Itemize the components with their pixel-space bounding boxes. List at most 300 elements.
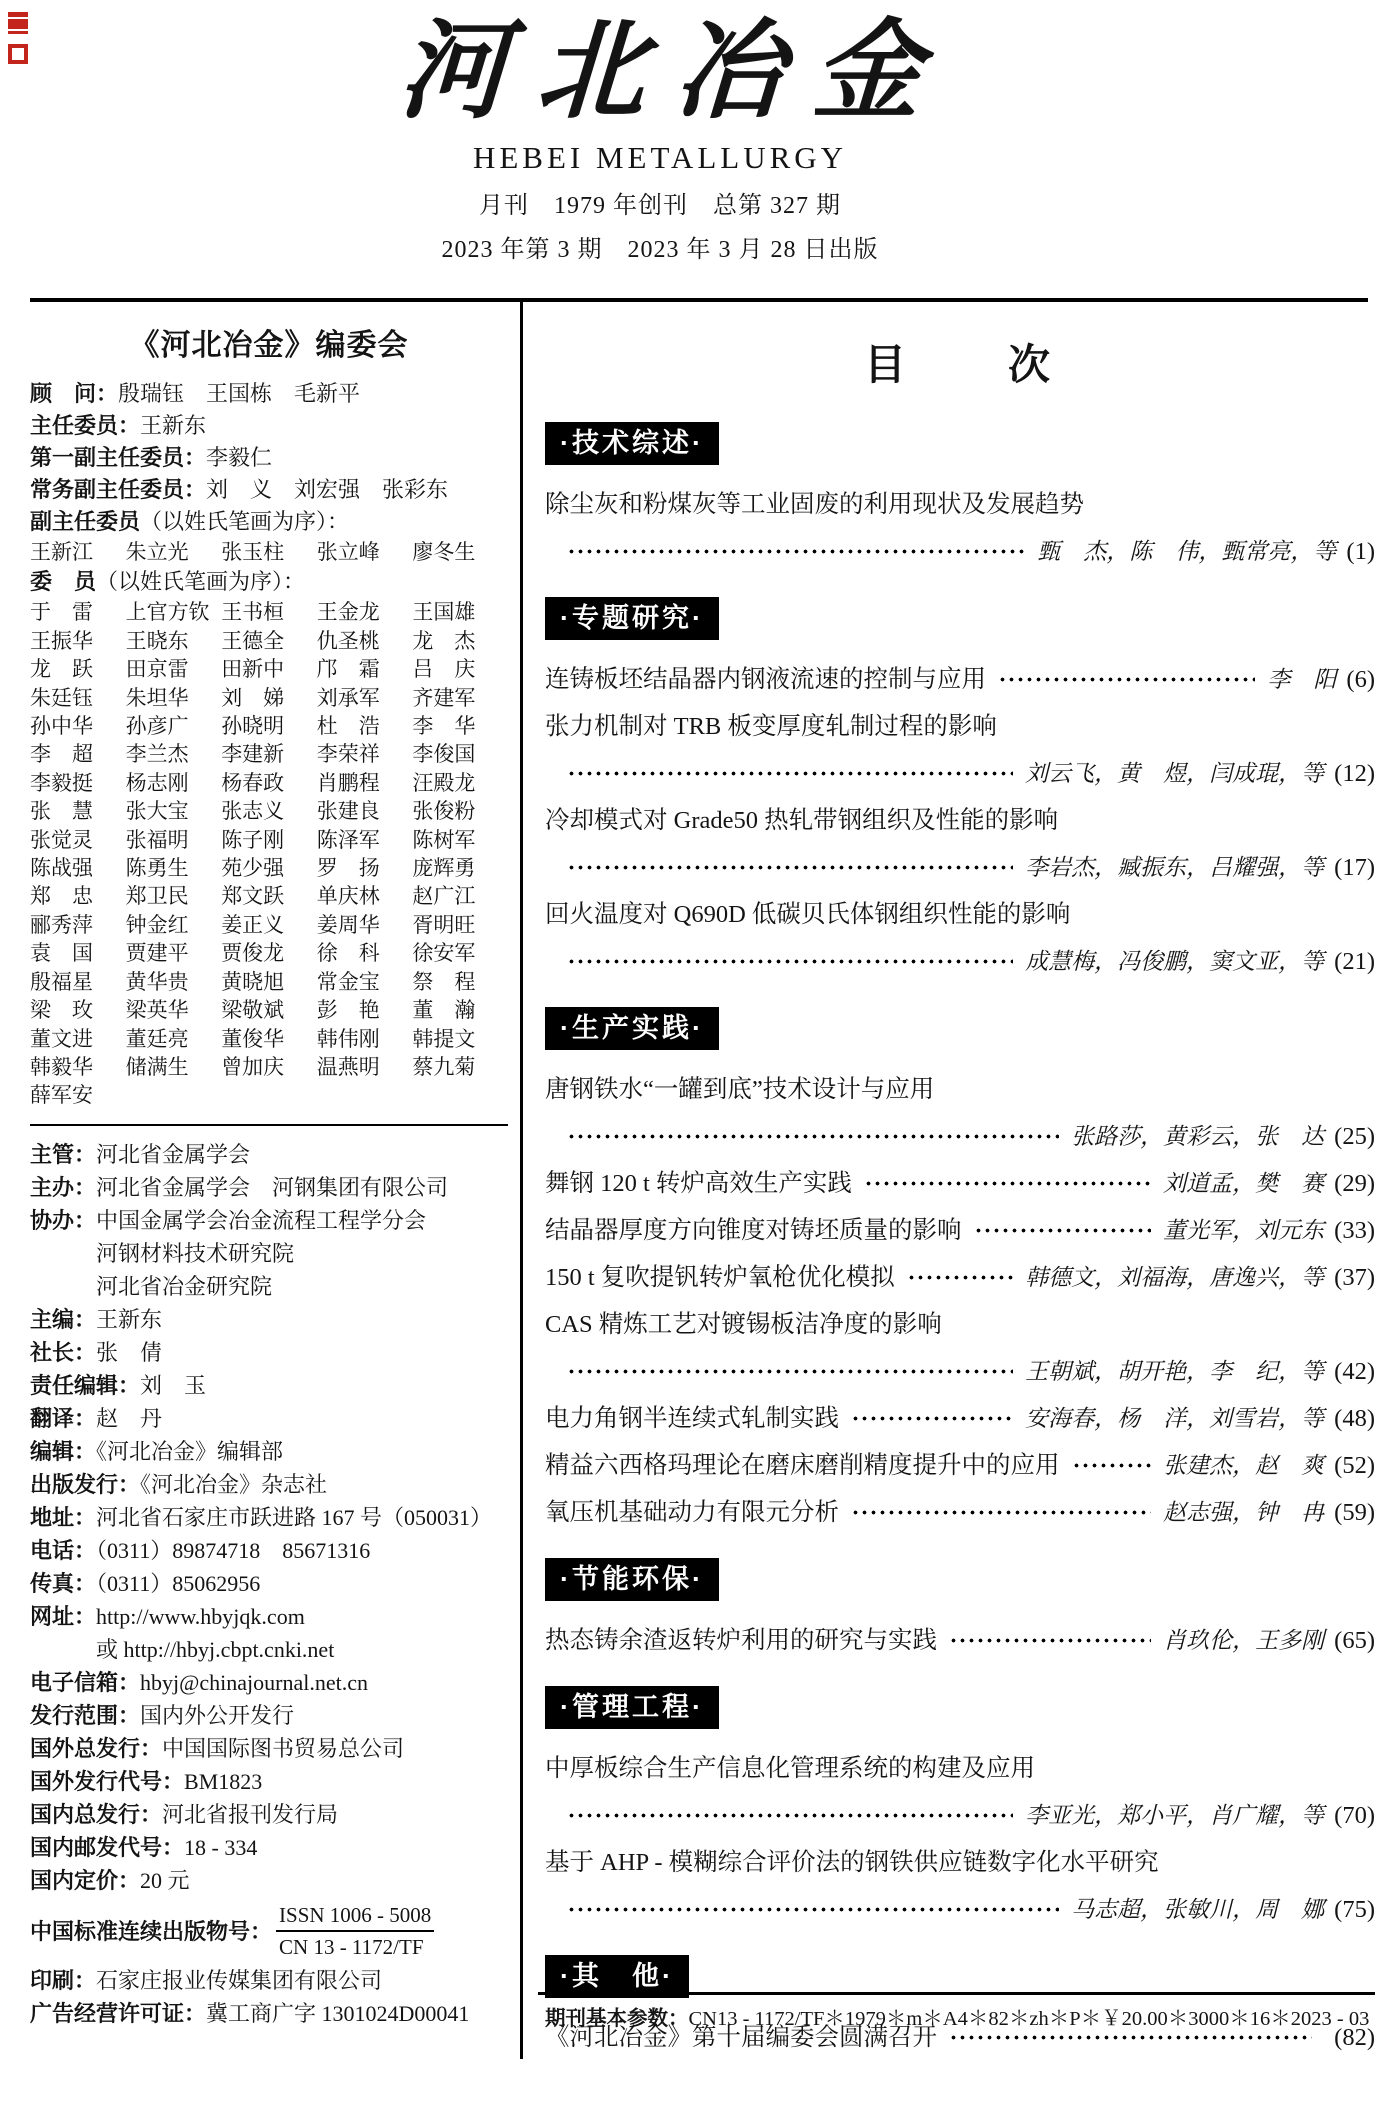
article-title: 中厚板综合生产信息化管理系统的构建及应用 — [545, 1755, 1035, 1782]
committee-member-name: 李建新 — [221, 742, 285, 767]
dot-leader — [949, 1637, 1151, 1644]
publication-line — [30, 1501, 508, 1534]
committee-member-name: 杨春政 — [221, 770, 285, 795]
committee-member-name: 吕 庆 — [412, 657, 476, 682]
publication-info — [30, 1138, 508, 2030]
publication-line — [30, 1732, 508, 1765]
deputy-members-row — [30, 538, 508, 566]
deputy-member-name: 廖冬生 — [412, 540, 476, 564]
committee-member-name: 陈勇生 — [125, 856, 189, 881]
article-row — [545, 1160, 1375, 1207]
publication-label: 国内总发行： — [30, 1801, 163, 1827]
publication-label: 主编： — [30, 1306, 97, 1332]
committee-member-name: 杜 浩 — [316, 714, 380, 739]
toc-block — [545, 1558, 1375, 1601]
article-page-number: (12) — [1334, 760, 1375, 787]
issn-number: ISSN 1006 - 5008 — [276, 1902, 434, 1932]
publication-line — [30, 1336, 508, 1369]
committee-members-grid — [30, 598, 508, 1109]
article-title: 除尘灰和粉煤灰等工业固废的利用现状及发展趋势 — [545, 491, 1084, 518]
committee-member-name: 张建良 — [316, 799, 380, 824]
toc-block — [545, 891, 1375, 985]
committee-member-name: 齐建军 — [412, 685, 476, 710]
journal-title-cn: 河北冶金 — [395, 13, 955, 132]
toc-block — [545, 1839, 1375, 1933]
publication-value: hbyj@chinajournal.net.cn — [140, 1669, 368, 1695]
committee-member-name: 李 超 — [30, 742, 93, 767]
article-title: 结晶器厚度方向锥度对铸坯质量的影响 — [545, 1217, 962, 1244]
board-line — [30, 566, 508, 598]
article-page-number: (25) — [1334, 1123, 1375, 1150]
publication-line — [30, 1765, 508, 1798]
committee-member-name: 王振华 — [30, 628, 93, 653]
journal-title-en: HEBEI METALLURGY — [472, 140, 848, 175]
toc-block — [545, 1395, 1375, 1442]
committee-member-name: 王德全 — [221, 628, 285, 653]
publication-label: 主管： — [30, 1141, 97, 1167]
dot-leader — [567, 1368, 1013, 1375]
committee-member-name: 李荣祥 — [316, 742, 380, 767]
publication-line — [30, 1369, 508, 1402]
article-row — [545, 1489, 1375, 1536]
publication-label: 出版发行： — [30, 1471, 141, 1497]
article-page-number: (1) — [1346, 538, 1375, 565]
committee-member-name: 黄华贵 — [125, 969, 189, 994]
article-title: 精益六西格玛理论在磨床磨削精度提升中的应用 — [545, 1452, 1060, 1479]
publication-line — [30, 1600, 508, 1633]
board-lines-top — [30, 378, 508, 538]
article-authors-row — [545, 1886, 1375, 1933]
publication-line — [30, 1831, 508, 1864]
publication-value: 中国金属学会冶金流程工程学分会 — [96, 1207, 427, 1233]
publication-value: 赵 丹 — [96, 1405, 163, 1431]
publication-lines-bottom — [30, 1964, 508, 2030]
committee-member-name: 李俊国 — [412, 742, 476, 767]
board-role-value: （以姓氏笔画为序）： — [140, 509, 350, 534]
board-role-value: 刘 义 刘宏强 张彩东 — [206, 477, 449, 502]
article-title: 基于 AHP - 模糊综合评价法的钢铁供应链数字化水平研究 — [545, 1849, 1159, 1876]
publication-label: 发行范围： — [30, 1702, 141, 1728]
article-page-number: (37) — [1334, 1264, 1375, 1291]
toc-block — [545, 1617, 1375, 1664]
publication-label: 主办： — [30, 1174, 97, 1200]
header-divider-rule — [30, 298, 1368, 302]
dot-leader — [567, 770, 1013, 777]
editorial-board-panel — [30, 320, 508, 2030]
article-authors: 甄 杰，陈 伟，甄常亮，等 — [1037, 539, 1337, 564]
committee-member-name: 陈子刚 — [221, 827, 285, 852]
article-page-number: (65) — [1334, 1627, 1375, 1654]
committee-member-name: 张大宝 — [125, 799, 189, 824]
section-badge: ·专题研究· — [545, 597, 719, 640]
committee-member-name: 钟金红 — [125, 912, 189, 937]
committee-member-name: 郑文跃 — [221, 884, 285, 909]
article-title: 回火温度对 Q690D 低碳贝氏体钢组织性能的影响 — [545, 901, 1071, 928]
toc-block — [545, 1686, 1375, 1729]
article-authors: 李 阳 — [1267, 667, 1337, 692]
committee-member-name: 张觉灵 — [30, 827, 93, 852]
article-title: 舞钢 120 t 转炉高效生产实践 — [545, 1170, 852, 1197]
board-publication-divider — [30, 1124, 508, 1126]
publication-value: （0311）85062956 — [96, 1570, 261, 1596]
publication-value: 河北省石家庄市跃进路 167 号（050031） — [96, 1504, 493, 1530]
committee-member-name: 李 华 — [412, 714, 476, 739]
article-authors: 刘云飞，黄 煜，闫成琨，等 — [1025, 761, 1325, 786]
article-row — [545, 656, 1375, 703]
dot-leader — [851, 1509, 1151, 1516]
article-title: 唐钢铁水“一罐到底”技术设计与应用 — [545, 1076, 935, 1103]
board-role-value: 殷瑞钰 王国栋 毛新平 — [118, 381, 361, 406]
publication-line — [30, 1138, 508, 1171]
committee-member-name: 梁敬斌 — [221, 998, 285, 1023]
footer-label: 期刊基本参数： — [545, 2007, 689, 2030]
article-row — [545, 1395, 1375, 1442]
dot-leader — [907, 1274, 1013, 1281]
committee-member-name: 肖鹏程 — [316, 770, 380, 795]
publication-label: 国外发行代号： — [30, 1768, 185, 1794]
committee-member-name: 张俊粉 — [412, 799, 476, 824]
committee-member-name: 王书桓 — [221, 600, 285, 625]
publication-value: 张 倩 — [96, 1339, 163, 1365]
committee-member-name: 龙 杰 — [412, 628, 476, 653]
article-row — [545, 1442, 1375, 1489]
publication-label: 协办： — [30, 1207, 97, 1233]
committee-member-name: 薛军安 — [30, 1083, 93, 1108]
article-title: 氧压机基础动力有限元分析 — [545, 1499, 839, 1526]
committee-member-name: 于 雷 — [30, 600, 93, 625]
committee-member-name: 董文进 — [30, 1026, 93, 1051]
article-title: 热态铸余渣返转炉利用的研究与实践 — [545, 1627, 937, 1654]
committee-member-name: 刘承军 — [316, 685, 380, 710]
section-badge-row — [545, 422, 1375, 465]
committee-member-name: 祭 程 — [412, 969, 476, 994]
article-page-number: (29) — [1334, 1170, 1375, 1197]
publication-label: 电话： — [30, 1537, 97, 1563]
committee-member-name: 陈战强 — [30, 856, 93, 881]
article-authors-row — [545, 1113, 1375, 1160]
committee-member-name: 韩提文 — [412, 1026, 476, 1051]
publication-value: 国内外公开发行 — [140, 1702, 295, 1728]
article-title: CAS 精炼工艺对镀锡板洁净度的影响 — [545, 1311, 942, 1338]
committee-member-name: 蔡九菊 — [412, 1054, 476, 1079]
committee-member-name: 王国雄 — [412, 600, 476, 625]
toc-block — [545, 797, 1375, 891]
committee-member-name: 袁 国 — [30, 941, 93, 966]
committee-member-name: 单庆林 — [316, 884, 380, 909]
committee-member-name: 朱廷钰 — [30, 685, 93, 710]
toc-block — [545, 422, 1375, 465]
toc-block — [545, 1442, 1375, 1489]
section-badge-row — [545, 1558, 1375, 1601]
committee-member-name: 田新中 — [221, 657, 285, 682]
publication-value: 《河北冶金》编辑部 — [96, 1438, 284, 1464]
article-authors: 张路莎，黄彩云，张 达 — [1071, 1124, 1325, 1149]
committee-member-name: 姜正义 — [221, 912, 285, 937]
committee-member-name: 胥明旺 — [412, 912, 476, 937]
committee-member-name: 陈泽军 — [316, 827, 380, 852]
committee-member-name: 曾加庆 — [221, 1054, 285, 1079]
committee-member-name: 郑卫民 — [125, 884, 189, 909]
committee-member-name: 上官方钦 — [125, 600, 210, 625]
issn-label: 中国标准连续出版物号： — [30, 1919, 273, 1945]
publication-label: 社长： — [30, 1339, 97, 1365]
committee-member-name: 邝 霜 — [316, 657, 380, 682]
publication-line — [30, 1435, 508, 1468]
masthead — [30, 14, 1290, 264]
toc-block — [545, 656, 1375, 703]
publication-lines — [30, 1138, 508, 1897]
board-line — [30, 506, 508, 538]
toc-block — [545, 1207, 1375, 1254]
article-title: 张力机制对 TRB 板变厚度轧制过程的影响 — [545, 713, 997, 740]
article-page-number: (48) — [1334, 1405, 1375, 1432]
dot-leader — [567, 548, 1025, 555]
publication-line — [30, 1798, 508, 1831]
committee-member-name: 韩伟刚 — [316, 1026, 380, 1051]
publication-line — [30, 1171, 508, 1204]
dot-leader — [1072, 1462, 1152, 1469]
dot-leader — [567, 1133, 1059, 1140]
committee-member-name: 苑少强 — [221, 856, 285, 881]
article-page-number: (52) — [1334, 1452, 1375, 1479]
committee-member-name: 常金宝 — [316, 969, 380, 994]
publication-value: 河钢材料技术研究院 — [30, 1240, 295, 1266]
issue-info-line1: 月刊 1979 年创刊 总第 327 期 — [479, 193, 841, 219]
article-authors: 董光军，刘元东 — [1163, 1218, 1325, 1243]
publication-label: 广告经营许可证： — [30, 2000, 207, 2026]
toc-block — [545, 1301, 1375, 1395]
deputy-member-name: 王新江 — [30, 540, 93, 564]
dot-leader — [949, 2034, 1312, 2041]
committee-member-name: 贾俊龙 — [221, 941, 285, 966]
footer-value: CN13 - 1172/TF＊1979＊m＊A4＊82＊zh＊P＊￥20.00＊3000＊16＊2023 - 03 — [688, 2008, 1370, 2030]
publication-value: 王新东 — [96, 1306, 163, 1332]
article-page-number: (42) — [1334, 1358, 1375, 1385]
cn-number: CN 13 - 1172/TF — [279, 1934, 424, 1959]
committee-member-name: 田京雷 — [125, 657, 189, 682]
publication-value: 18 - 334 — [184, 1834, 258, 1860]
committee-member-name: 汪殿龙 — [412, 770, 476, 795]
board-title: 《河北冶金》编委会 — [129, 329, 409, 362]
committee-member-name: 董 瀚 — [412, 998, 476, 1023]
committee-member-name: 杨志刚 — [125, 770, 189, 795]
committee-member-name: 梁 玫 — [30, 998, 93, 1023]
article-title: 冷却模式对 Grade50 热轧带钢组织及性能的影响 — [545, 807, 1059, 834]
article-authors-row — [545, 1792, 1375, 1839]
article-title: 连铸板坯结晶器内钢液流速的控制与应用 — [545, 666, 986, 693]
article-title: 150 t 复吹提钒转炉氧枪优化模拟 — [545, 1264, 895, 1291]
committee-member-name: 李毅挺 — [30, 770, 93, 795]
section-badge-row — [545, 597, 1375, 640]
publication-line — [30, 1699, 508, 1732]
registration-mark-icon — [8, 44, 28, 64]
article-authors-row — [545, 1348, 1375, 1395]
publication-line — [30, 1270, 508, 1303]
publication-line — [30, 1402, 508, 1435]
committee-member-name: 孙彦广 — [125, 714, 189, 739]
publication-label: 地址： — [30, 1504, 97, 1530]
publication-label: 网址： — [30, 1603, 97, 1629]
committee-member-name: 赵广江 — [412, 884, 476, 909]
section-badge: ·生产实践· — [545, 1007, 719, 1050]
toc-block — [545, 1160, 1375, 1207]
toc-block — [545, 1254, 1375, 1301]
article-authors: 马志超，张敏川，周 娜 — [1071, 1897, 1325, 1922]
committee-member-name: 刘 娣 — [221, 685, 285, 710]
article-authors: 张建杰，赵 爽 — [1163, 1453, 1325, 1478]
issn-cn-fraction — [276, 1902, 434, 1960]
column-divider-rule — [520, 301, 523, 2059]
dot-leader — [567, 1906, 1059, 1913]
publication-label: 印刷： — [30, 1967, 97, 1993]
board-role-label: 委 员 — [30, 569, 97, 595]
committee-member-name: 龙 跃 — [30, 657, 93, 682]
article-authors: 李亚光，郑小平，肖广耀，等 — [1025, 1803, 1325, 1828]
publication-value: 河北省报刊发行局 — [162, 1801, 339, 1827]
board-role-label: 顾 问： — [30, 381, 119, 406]
board-line — [30, 442, 508, 474]
board-line — [30, 474, 508, 506]
issn-line — [30, 1902, 508, 1960]
publication-label: 传真： — [30, 1570, 97, 1596]
board-role-label: 副主任委员 — [30, 509, 141, 534]
toc-block — [545, 1066, 1375, 1160]
article-title: 《河北冶金》第十届编委会圆满召开 — [545, 2024, 937, 2051]
publication-label: 编辑： — [30, 1438, 97, 1464]
committee-member-name: 梁英华 — [125, 998, 189, 1023]
committee-member-name: 张 慧 — [30, 799, 93, 824]
committee-member-name: 贾建平 — [125, 941, 189, 966]
committee-member-name: 徐安军 — [412, 941, 476, 966]
board-role-value: 李毅仁 — [206, 445, 273, 470]
article-authors: 刘道孟，樊 赛 — [1163, 1171, 1325, 1196]
committee-member-name: 张福明 — [125, 827, 189, 852]
footer-divider-rule — [538, 1992, 1375, 1995]
board-role-value: 王新东 — [140, 413, 207, 438]
board-lines-mid — [30, 566, 508, 598]
publication-line — [30, 1567, 508, 1600]
toc-block — [545, 1007, 1375, 1050]
publication-line — [30, 1666, 508, 1699]
publication-line — [30, 1468, 508, 1501]
article-title: 电力角钢半连续式轧制实践 — [545, 1405, 839, 1432]
toc-title: 目 次 — [863, 343, 1056, 389]
section-badge: ·节能环保· — [545, 1558, 719, 1601]
article-authors: 韩德文，刘福海，唐逸兴，等 — [1025, 1265, 1325, 1290]
board-role-label: 第一副主任委员： — [30, 445, 207, 470]
publication-line — [30, 1964, 508, 1997]
board-line — [30, 378, 508, 410]
publication-label: 翻译： — [30, 1405, 97, 1431]
publication-value: 20 元 — [140, 1867, 190, 1893]
committee-member-name: 朱坦华 — [125, 685, 189, 710]
publication-label: 国内定价： — [30, 1867, 141, 1893]
article-authors: 李岩杰，臧振东，吕耀强，等 — [1025, 855, 1325, 880]
dot-leader — [864, 1180, 1151, 1187]
dot-leader — [567, 958, 1013, 965]
publication-line — [30, 1633, 508, 1666]
committee-member-name: 陈树军 — [412, 827, 476, 852]
toc-block — [545, 1745, 1375, 1839]
deputy-member-name: 张玉柱 — [221, 540, 285, 564]
committee-member-name: 孙晓明 — [221, 714, 285, 739]
board-role-value: （以姓氏笔画为序）： — [96, 569, 306, 595]
section-badge-row — [545, 1686, 1375, 1729]
committee-member-name: 董俊华 — [221, 1026, 285, 1051]
publication-line — [30, 1864, 508, 1897]
publication-value: （0311）89874718 85671316 — [96, 1537, 371, 1563]
publication-label: 电子信箱： — [30, 1669, 141, 1695]
publication-value: 河北省金属学会 河钢集团有限公司 — [96, 1174, 449, 1200]
committee-member-name: 董廷亮 — [125, 1026, 189, 1051]
article-authors-row — [545, 528, 1375, 575]
article-authors: 安海春，杨 洋，刘雪岩，等 — [1025, 1406, 1325, 1431]
committee-member-name: 姜周华 — [316, 912, 380, 937]
article-authors-row — [545, 844, 1375, 891]
article-authors-row — [545, 750, 1375, 797]
dot-leader — [974, 1227, 1152, 1234]
article-page-number: (59) — [1334, 1499, 1375, 1526]
committee-member-name: 温燕明 — [316, 1054, 380, 1079]
dot-leader — [998, 676, 1255, 683]
publication-label: 国外总发行： — [30, 1735, 163, 1761]
article-row — [545, 1617, 1375, 1664]
article-page-number: (82) — [1334, 2024, 1375, 2051]
committee-member-name: 黄晓旭 — [221, 969, 285, 994]
section-badge-row — [545, 1007, 1375, 1050]
committee-member-name: 殷福星 — [30, 969, 93, 994]
table-of-contents — [545, 316, 1375, 2061]
deputy-member-name: 张立峰 — [316, 540, 380, 564]
committee-member-name: 储满生 — [125, 1054, 189, 1079]
publication-value: 或 http://hbyj.cbpt.cnki.net — [30, 1636, 335, 1662]
publication-value: BM1823 — [184, 1768, 263, 1794]
article-row — [545, 1207, 1375, 1254]
article-page-number: (6) — [1346, 666, 1375, 693]
toc-block — [545, 481, 1375, 575]
board-role-label: 主任委员： — [30, 413, 141, 438]
article-authors: 肖玖伦，王多刚 — [1163, 1628, 1325, 1653]
committee-member-name: 王晓东 — [125, 628, 189, 653]
publication-value: 石家庄报业传媒集团有限公司 — [96, 1967, 383, 1993]
committee-member-name: 韩毅华 — [30, 1054, 93, 1079]
article-authors: 赵志强，钟 冉 — [1163, 1500, 1325, 1525]
issue-info-line2: 2023 年第 3 期 2023 年 3 月 28 日出版 — [441, 237, 879, 263]
toc-blocks — [545, 422, 1375, 2061]
publication-line — [30, 1997, 508, 2030]
dot-leader — [851, 1415, 1013, 1422]
committee-member-name: 李兰杰 — [125, 742, 189, 767]
toc-block — [545, 597, 1375, 640]
publication-label: 国内邮发代号： — [30, 1834, 185, 1860]
committee-member-name: 张志义 — [221, 799, 285, 824]
article-authors-row — [545, 938, 1375, 985]
board-role-label: 常务副主任委员： — [30, 477, 207, 502]
article-page-number: (21) — [1334, 948, 1375, 975]
publication-line — [30, 1303, 508, 1336]
committee-member-name: 彭 艳 — [316, 998, 380, 1023]
publication-value: 中国国际图书贸易总公司 — [162, 1735, 405, 1761]
toc-block — [545, 1489, 1375, 1536]
committee-member-name: 王金龙 — [316, 600, 380, 625]
section-badge: ·管理工程· — [545, 1686, 719, 1729]
article-page-number: (75) — [1334, 1896, 1375, 1923]
committee-member-name: 郦秀萍 — [30, 912, 93, 937]
article-authors: 王朝斌，胡开艳，李 纪，等 — [1025, 1359, 1325, 1384]
publication-value: 河北省冶金研究院 — [30, 1273, 273, 1299]
article-page-number: (17) — [1334, 854, 1375, 881]
deputy-member-name: 朱立光 — [125, 540, 189, 564]
